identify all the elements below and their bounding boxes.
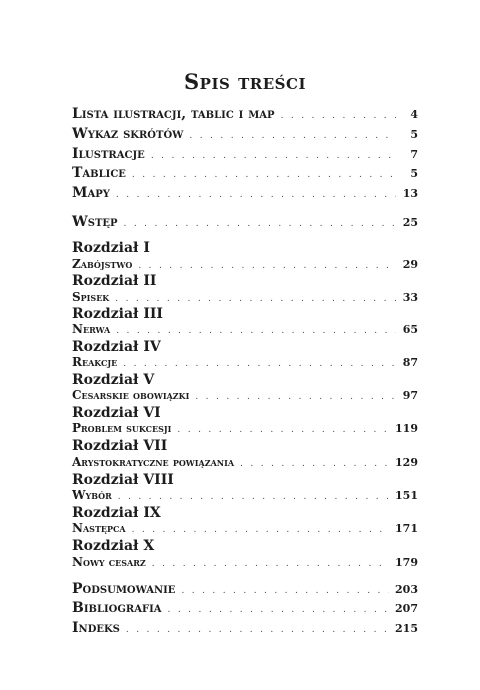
dot-leader — [116, 190, 396, 200]
toc-entry-page: 5 — [410, 167, 418, 180]
chapter-heading — [72, 505, 418, 521]
toc-entry-page: 87 — [402, 356, 418, 369]
chapter-number: Rozdział VIII — [72, 472, 174, 488]
dot-leader — [177, 425, 389, 435]
chapter-title: Cesarskie obowiązki — [72, 388, 190, 402]
chapter-number: Rozdział VII — [72, 438, 168, 454]
toc-entry — [72, 455, 418, 469]
toc-entry — [72, 126, 418, 142]
toc-entry — [72, 555, 418, 569]
dot-leader — [123, 359, 396, 369]
toc-entry-intro — [72, 214, 418, 230]
toc-entry-page: 4 — [410, 108, 418, 121]
chapter-number: Rozdział III — [72, 306, 163, 322]
chapter-title: Następca — [72, 521, 126, 535]
toc-entry-page: 33 — [402, 291, 418, 304]
toc-entry — [72, 600, 418, 616]
dot-leader — [132, 525, 389, 535]
toc-entry — [72, 355, 418, 369]
dot-leader — [281, 111, 396, 121]
chapter-title: Wybór — [72, 488, 112, 502]
toc-entry-page: 215 — [395, 622, 418, 635]
chapter-heading — [72, 438, 418, 454]
toc-entry — [72, 322, 418, 336]
chapter-number: Rozdział IX — [72, 505, 161, 521]
dot-leader — [138, 261, 396, 271]
toc-entry — [72, 185, 418, 201]
dot-leader — [152, 559, 389, 569]
toc-entry — [72, 388, 418, 402]
toc-entry-page: 203 — [395, 583, 418, 596]
toc-entry-page: 65 — [402, 323, 418, 336]
dot-leader — [132, 170, 396, 180]
toc-entry-page: 179 — [395, 556, 418, 569]
toc-entry-page: 171 — [395, 522, 418, 535]
toc-entry-label: Lista ilustracji, tablic i map — [72, 106, 275, 122]
chapter-title: Reakcje — [72, 355, 118, 369]
toc-entry — [72, 290, 418, 304]
dot-leader — [189, 131, 396, 141]
chapter-title: Nerwa — [72, 322, 111, 336]
dot-leader — [240, 459, 389, 469]
toc-entry-label: Indeks — [72, 620, 120, 636]
page-title: Spis treści — [184, 69, 306, 94]
toc-entry-page: 119 — [395, 422, 418, 435]
chapter-heading — [72, 306, 418, 322]
chapter-number: Rozdział IV — [72, 339, 161, 355]
toc-entry — [72, 488, 418, 502]
toc-entry-page: 29 — [402, 258, 418, 271]
chapter-heading — [72, 372, 418, 388]
dot-leader — [181, 586, 389, 596]
toc-entry-page: 13 — [402, 187, 418, 200]
chapter-title: Problem sukcesji — [72, 421, 172, 435]
chapter-heading — [72, 240, 418, 256]
dot-leader — [118, 492, 389, 502]
chapter-heading — [72, 472, 418, 488]
toc-entry-label: Podsumowanie — [72, 581, 176, 597]
chapter-title: Nowy cesarz — [72, 555, 146, 569]
toc-entry — [72, 620, 418, 636]
toc-entry-page: 207 — [395, 602, 418, 615]
toc-entry — [72, 421, 418, 435]
toc-entry-page: 25 — [402, 216, 418, 229]
dot-leader — [116, 326, 396, 336]
dot-leader — [115, 294, 396, 304]
toc-entry — [72, 146, 418, 162]
chapter-title: Arystokratyczne powiązania — [72, 455, 235, 469]
dot-leader — [126, 625, 389, 635]
toc-entry-label: Wykaz skrótów — [72, 126, 184, 142]
chapter-number: Rozdział I — [72, 240, 150, 256]
chapter-number: Rozdział II — [72, 273, 157, 289]
toc-entry-page: 5 — [410, 128, 418, 141]
toc-entry-page: 7 — [410, 148, 418, 161]
toc-entry — [72, 257, 418, 271]
chapter-heading — [72, 405, 418, 421]
toc-entry — [72, 165, 418, 181]
toc-entry-page: 129 — [395, 456, 418, 469]
chapter-title: Spisek — [72, 290, 110, 304]
toc-entry-label: Ilustracje — [72, 146, 145, 162]
chapter-title: Zabójstwo — [72, 257, 133, 271]
dot-leader — [168, 605, 390, 615]
dot-leader — [151, 151, 396, 161]
toc-entry-page: 151 — [395, 489, 418, 502]
chapter-number: Rozdział V — [72, 372, 155, 388]
chapter-number: Rozdział VI — [72, 405, 161, 421]
dot-leader — [195, 392, 396, 402]
toc-entry-label: Wstęp — [72, 214, 118, 230]
dot-leader — [124, 219, 396, 229]
toc-entry — [72, 581, 418, 597]
toc-entry-label: Bibliografia — [72, 600, 162, 616]
toc-entry-page: 97 — [402, 389, 418, 402]
toc-entry — [72, 106, 418, 122]
chapter-heading — [72, 339, 418, 355]
chapter-heading — [72, 273, 418, 289]
chapter-heading — [72, 538, 418, 554]
toc-entry-label: Mapy — [72, 185, 110, 201]
toc-entry — [72, 521, 418, 535]
chapter-number: Rozdział X — [72, 538, 155, 554]
toc-entry-label: Tablice — [72, 165, 126, 181]
